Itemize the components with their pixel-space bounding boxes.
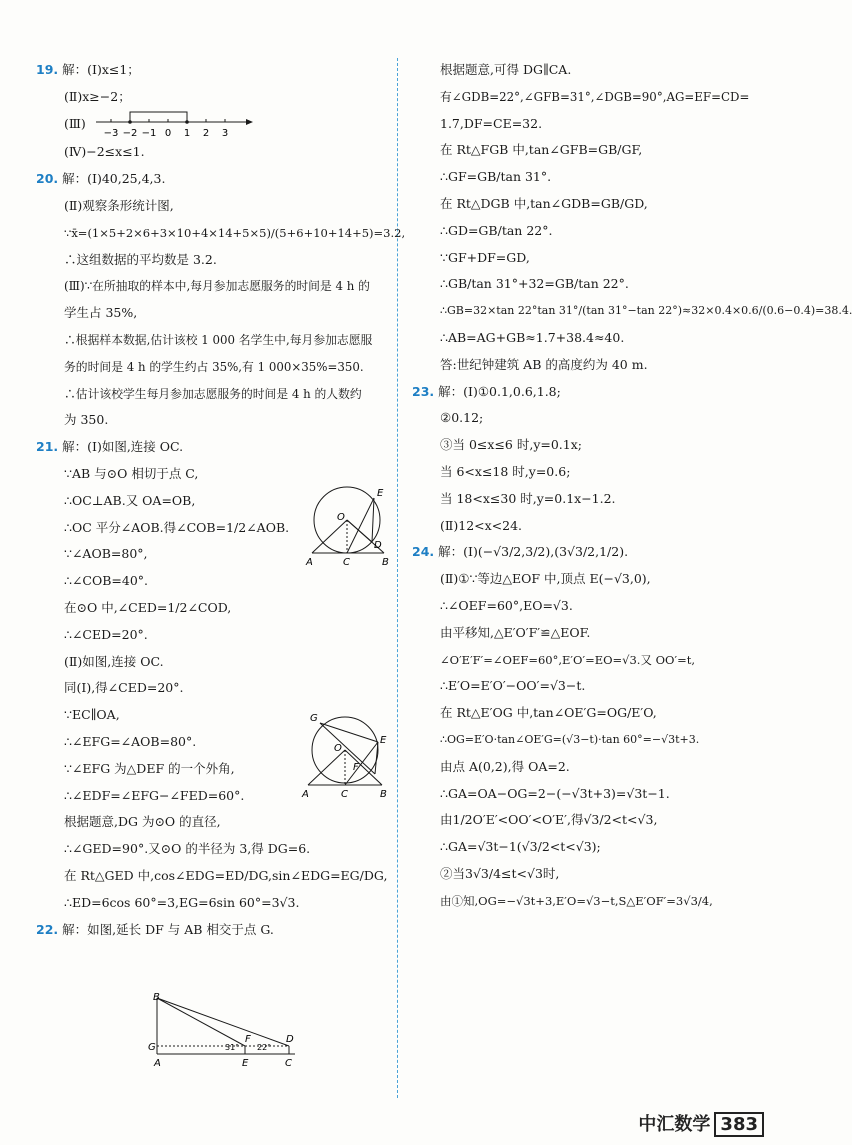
q-number: 20. (36, 171, 59, 187)
circle-figure-21-1 (300, 478, 395, 570)
text: 答:世纪钟建筑 AB 的高度约为 40 m. (440, 356, 648, 372)
line-l29 (36, 841, 392, 857)
text: 当 6<x≤18 时,y=0.6; (440, 463, 571, 479)
text: 学生占 35%, (64, 305, 138, 321)
line-l30 (36, 868, 392, 884)
text: ∠O′E′F′=∠OEF=60°,E′O′=EO=√3.又 OO′=t, (440, 652, 695, 667)
tick-label: −3 (103, 127, 119, 139)
point-label: F (245, 1034, 251, 1045)
line-l4 (36, 171, 392, 187)
q-number: 23. (412, 383, 435, 399)
tower-figure-22 (145, 990, 305, 1072)
text: (Ⅱ)12<x<24. (440, 517, 523, 533)
text: ∵AB 与⊙O 相切于点 C, (64, 465, 199, 481)
line-l8 (36, 278, 392, 294)
text: ∴OC⊥AB.又 OA=OB, (64, 492, 196, 508)
line-r10 (412, 330, 768, 346)
text: 在 Rt△FGB 中,tan∠GFB=GB/GF, (440, 142, 643, 158)
point-label: O (334, 743, 342, 754)
line-l1 (36, 89, 392, 105)
text: ②当3√3/4≤t<√3时, (440, 865, 560, 881)
text: 同(Ⅰ),得∠CED=20°. (64, 680, 184, 696)
line-r14 (412, 437, 768, 453)
point-label: G (310, 713, 318, 724)
line-r18 (412, 544, 768, 560)
line-l28 (36, 814, 392, 830)
line-l13 (36, 412, 392, 428)
line-l0 (36, 62, 392, 78)
point-label: D (374, 540, 382, 551)
tick-label: 2 (202, 127, 210, 139)
line-r16 (412, 491, 768, 507)
text: (Ⅱ)观察条形统计图, (64, 197, 174, 213)
line-l9 (36, 305, 392, 321)
number-line (96, 110, 256, 140)
text: ②0.12; (440, 410, 484, 426)
text: ∴估计该校学生每月参加志愿服务的时间是 4 h 的人数约 (64, 386, 362, 401)
q-number: 22. (36, 921, 59, 937)
text: ∴根据样本数据,估计该校 1 000 名学生中,每月参加志愿服 (64, 332, 373, 347)
text: ∴ED=6cos 60°=3,EG=6sin 60°=3√3. (64, 894, 300, 910)
right-column (412, 62, 852, 920)
text: ∴E′O=E′O′−OO′=√3−t. (440, 678, 586, 694)
text: ∴OC 平分∠AOB.得∠COB=1/2∠AOB. (64, 519, 290, 535)
point-label: F (353, 762, 359, 773)
line-r9 (412, 303, 852, 319)
text: ∴∠OEF=60°,EO=√3. (440, 597, 573, 613)
text: (Ⅱ)x≥−2； (64, 88, 131, 104)
tick-label: −1 (141, 127, 157, 139)
page-number: 383 (714, 1112, 764, 1137)
line-r6 (412, 223, 768, 239)
text: 为 350. (64, 412, 109, 428)
line-r17 (412, 518, 768, 534)
text: 根据题意,可得 DG∥CA. (440, 62, 572, 77)
line-r31 (412, 893, 768, 909)
text: ∴OG=E′O·tan∠OE′G=(√3−t)·tan 60°=−√3t+3. (440, 732, 700, 746)
text: ∵x̄=(1×5+2×6+3×10+4×14+5×5)/(5+6+10+14+5)=3.2, (64, 225, 406, 240)
line-l19 (36, 573, 392, 589)
point-label: B (382, 557, 389, 568)
line-r3 (412, 142, 768, 158)
point-label: C (285, 1058, 292, 1069)
line-r15 (412, 464, 768, 480)
line-l20 (36, 600, 392, 616)
q-number: 24. (412, 544, 435, 560)
angle-label: 22° (257, 1043, 272, 1052)
line-l6 (36, 225, 406, 241)
text: 解：如图,延长 DF 与 AB 相交于点 G. (62, 921, 274, 937)
point-label: A (302, 789, 309, 800)
tick-label: 1 (183, 127, 191, 139)
text: 在 Rt△E′OG 中,tan∠OE′G=OG/E′O, (440, 705, 657, 721)
line-l22 (36, 654, 392, 670)
tick-label: 3 (221, 127, 229, 139)
text: 在 Rt△DGB 中,tan∠GDB=GB/GD, (440, 195, 648, 211)
text: 1.7,DF=CE=32. (440, 115, 543, 131)
line-r12 (412, 384, 768, 400)
text: ∴GB=32×tan 22°tan 31°/(tan 31°−tan 22°)≈32×0.4×0.6/(0.6−0.4)=38.4. (440, 304, 852, 318)
line-r4 (412, 169, 768, 185)
text: ∴GA=OA−OG=2−(−√3t+3)=√3t−1. (440, 785, 670, 801)
line-r1 (412, 89, 768, 105)
line-r21 (412, 625, 768, 641)
line-l2 (36, 115, 392, 139)
text: 务的时间是 4 h 的学生约占 35%,有 1 000×35%=350. (64, 359, 364, 374)
point-label: E (242, 1058, 249, 1069)
text: 在 Rt△GED 中,cos∠EDG=ED/DG,sin∠EDG=EG/DG, (64, 867, 388, 883)
line-l23 (36, 680, 392, 696)
line-r22 (412, 652, 768, 668)
line-l5 (36, 198, 392, 214)
line-r5 (412, 196, 768, 212)
line-r8 (412, 276, 768, 292)
text: 由1/2O′E′<OO′<O′E′,得√3/2<t<√3, (440, 812, 658, 828)
text: 根据题意,DG 为⊙O 的直径, (64, 814, 221, 830)
line-r30 (412, 866, 768, 882)
line-r11 (412, 357, 768, 373)
line-r7 (412, 250, 768, 266)
text: 解：(Ⅰ)(−√3/2,3/2),(3√3/2,1/2). (438, 544, 629, 560)
line-r26 (412, 759, 768, 775)
text: ∴∠GED=90°.又⊙O 的半径为 3,得 DG=6. (64, 841, 311, 857)
point-label: A (306, 557, 313, 568)
text: ∴GA=√3t−1(√3/2<t<√3); (440, 839, 601, 855)
line-l7 (36, 252, 392, 268)
tick-label: −2 (122, 127, 138, 139)
circle-figure-21-2 (298, 705, 395, 800)
text: ∵∠AOB=80°, (64, 546, 148, 562)
tick-label: 0 (164, 127, 172, 139)
q-number: 21. (36, 439, 59, 455)
point-label: A (154, 1058, 161, 1069)
line-r29 (412, 839, 768, 855)
text: ∴∠CED=20°. (64, 626, 148, 642)
text: ∴∠EDF=∠EFG−∠FED=60°. (64, 787, 245, 803)
text: ∵EC∥OA, (64, 707, 120, 723)
line-l11 (36, 359, 392, 375)
point-label: B (153, 992, 160, 1003)
point-label: E (380, 735, 387, 746)
text: 在⊙O 中,∠CED=1/2∠COD, (64, 599, 232, 615)
q-number: 19. (36, 62, 59, 77)
text: 由点 A(0,2),得 OA=2. (440, 758, 570, 774)
text: (Ⅱ)①∵等边△EOF 中,顶点 E(−√3,0), (440, 571, 651, 587)
text: ∴AB=AG+GB≈1.7+38.4≈40. (440, 329, 625, 345)
text: 由①知,OG=−√3t+3,E′O=√3−t,S△E′OF′=3√3/4, (440, 893, 713, 908)
line-l10 (36, 332, 392, 348)
line-l31 (36, 895, 392, 911)
text: (Ⅲ) (64, 115, 86, 131)
text: 解：(Ⅰ)x≤1； (62, 62, 140, 77)
text: 解：(Ⅰ)①0.1,0.6,1.8; (438, 383, 561, 399)
point-label: D (286, 1034, 294, 1045)
line-r2 (412, 116, 768, 132)
line-r0 (412, 62, 768, 78)
line-r13 (412, 410, 768, 426)
angle-label: 31° (225, 1043, 240, 1052)
point-label: B (380, 789, 387, 800)
line-r19 (412, 571, 768, 587)
text: (Ⅱ)如图,连接 OC. (64, 653, 164, 669)
text: ∴GB/tan 31°+32=GB/tan 22°. (440, 276, 629, 292)
line-r25 (412, 732, 768, 748)
line-r28 (412, 812, 768, 828)
brand-name: 中汇数学 (638, 1114, 711, 1135)
point-label: C (341, 789, 348, 800)
text: 有∠GDB=22°,∠GFB=31°,∠DGB=90°,AG=EF=CD= (440, 89, 750, 104)
line-r27 (412, 786, 768, 802)
line-r24 (412, 705, 768, 721)
point-label: G (148, 1042, 156, 1053)
text: ∴GD=GB/tan 22°. (440, 222, 553, 238)
page-footer (638, 1110, 764, 1136)
text: ∴∠EFG=∠AOB=80°. (64, 733, 197, 749)
text: 解：(Ⅰ)40,25,4,3. (62, 171, 166, 187)
line-r23 (412, 678, 768, 694)
line-l32 (36, 922, 392, 938)
line-l21 (36, 627, 392, 643)
text: ∴这组数据的平均数是 3.2. (64, 251, 217, 267)
line-l3 (36, 144, 392, 160)
line-l14 (36, 439, 392, 455)
line-l12 (36, 386, 392, 402)
text: 由平移知,△E′O′F′≌△EOF. (440, 624, 591, 640)
text: ③当 0≤x≤6 时,y=0.1x; (440, 437, 582, 453)
text: 解：(Ⅰ)如图,连接 OC. (62, 439, 184, 455)
text: 当 18<x≤30 时,y=0.1x−1.2. (440, 490, 616, 506)
text: ∴GF=GB/tan 31°. (440, 169, 552, 185)
text: ∵GF+DF=GD, (440, 249, 530, 265)
text: (Ⅳ)−2≤x≤1. (64, 144, 145, 160)
point-label: C (343, 557, 350, 568)
text: (Ⅲ)∵在所抽取的样本中,每月参加志愿服务的时间是 4 h 的 (64, 279, 370, 294)
column-separator (397, 58, 398, 1098)
point-label: O (337, 512, 345, 523)
text: ∴∠COB=40°. (64, 573, 149, 589)
point-label: E (377, 488, 384, 499)
text: ∵∠EFG 为△DEF 的一个外角, (64, 760, 235, 776)
line-r20 (412, 598, 768, 614)
